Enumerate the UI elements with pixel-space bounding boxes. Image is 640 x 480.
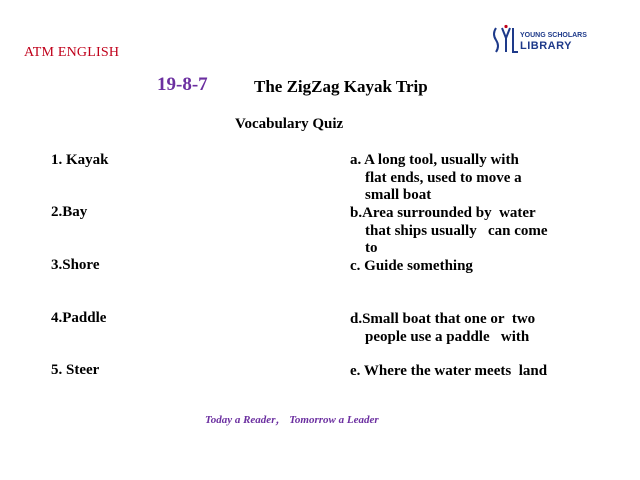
page-title: The ZigZag Kayak Trip: [254, 77, 428, 96]
definition-item: d.Small boat that one or two people use a paddle with: [350, 311, 536, 345]
term-item: 4.Paddle: [51, 310, 107, 326]
logo-text-bottom: LIBRARY: [520, 40, 572, 52]
brand-label: ATM ENGLISH: [24, 45, 120, 60]
library-logo: [490, 24, 590, 60]
definition-item: b.Area surrounded by water that ships usually can come to: [350, 205, 548, 256]
definition-item: a. A long tool, usually with flat ends, used to move a small boat: [350, 152, 522, 203]
term-item: 2.Bay: [51, 204, 88, 220]
logo-emblem-icon: [490, 24, 520, 56]
definition-item: e. Where the water meets land: [350, 363, 548, 379]
page-subtitle: Vocabulary Quiz: [235, 116, 344, 132]
logo-text-top: YOUNG SCHOLARS: [520, 32, 587, 39]
term-item: 5. Steer: [51, 362, 100, 378]
term-item: 3.Shore: [51, 257, 100, 273]
lesson-number: 19-8-7: [157, 74, 208, 95]
term-item: 1. Kayak: [51, 152, 109, 168]
definition-item: c. Guide something: [350, 258, 473, 274]
footer-motto: Today a Reader， Tomorrow a Leader: [205, 414, 379, 426]
